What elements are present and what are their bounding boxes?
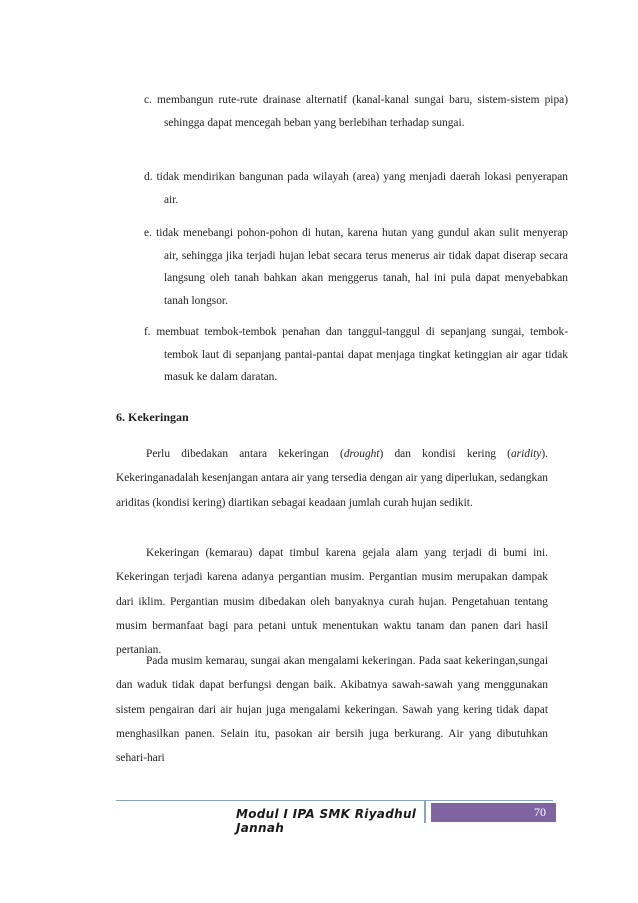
paragraph-3: Pada musim kemarau, sungai akan mengalami kekeringan. Pada saat kekeringan,sungai dan waduk tidak dapat berfungsi dengan baik. Akibatnya sawah-sawah yang menggunakan sistem pengairan dari air hujan juga mengalami kekeringan. Sawah yang kering tidak dapat menghasilkan panen. Selain itu, pasokan air bersih juga berkurang. Air yang dibutuhkan sehari-hari xyxy=(116,655,548,765)
paragraph-1-part2: ) dan kondisi kering ( xyxy=(379,448,511,460)
paragraph-1-part1: Perlu dibedakan antara kekeringan ( xyxy=(146,448,344,460)
list-item-f: f. membuat tembok-tembok penahan dan tanggul-tanggul di sepanjang sungai, tembok-tembok laut di sepanjang pantai-pantai dapat menjaga tingkat ketinggian air agar tidak masuk ke dalam daratan. xyxy=(144,326,568,383)
list-item-c: c. membangun rute-rute drainase alternatif (kanal-kanal sungai baru, sistem-sistem pipa) sehingga dapat mencegah beban yang berlebihan terhadap sungai. xyxy=(144,94,568,129)
paragraph-1-part3: ). Kekeringanadalah kesenjangan antara air yang tersedia dengan air yang diperlukan, sedangkan ariditas (kondisi kering) diartikan sebagai keadaan jumlah curah hujan sedikit. xyxy=(116,448,548,509)
term-drought: drought xyxy=(343,448,380,460)
list-item-d: d. tidak mendirikan bangunan pada wilayah (area) yang menjadi daerah lokasi penyerapan air. xyxy=(144,171,568,206)
list-item-e: e. tidak menebangi pohon-pohon di hutan, karena hutan yang gundul akan sulit menyerap air, sehingga jika terjadi hujan lebat secara terus menerus air tidak dapat diserap secara langsung oleh tanah bahkan akan menggerus tanah, hal ini pula dapat menyebabkan tanah longsor. xyxy=(144,227,568,307)
footer-title: Modul I IPA SMK Riyadhul Jannah xyxy=(236,807,417,835)
page-number: 70 xyxy=(534,805,546,819)
paragraph-2: Kekeringan (kemarau) dapat timbul karena gejala alam yang terjadi di bumi ini. Kekeringan terjadi karena adanya pergantian musim. Pergantian musim merupakan dampak dari iklim. Pergantian musim dibedakan oleh banyaknya curah hujan. Pengetahuan tentang musim bermanfaat bagi para petani untuk menentukan waktu tanam dan panen dari hasil pertanian. xyxy=(116,547,548,657)
section-heading: 6. Kekeringan xyxy=(116,410,189,424)
page-number-box xyxy=(428,803,556,822)
footer-separator xyxy=(424,800,426,823)
term-aridity: aridity xyxy=(510,448,542,460)
paragraph-1 xyxy=(116,442,548,515)
footer-divider xyxy=(116,800,553,801)
